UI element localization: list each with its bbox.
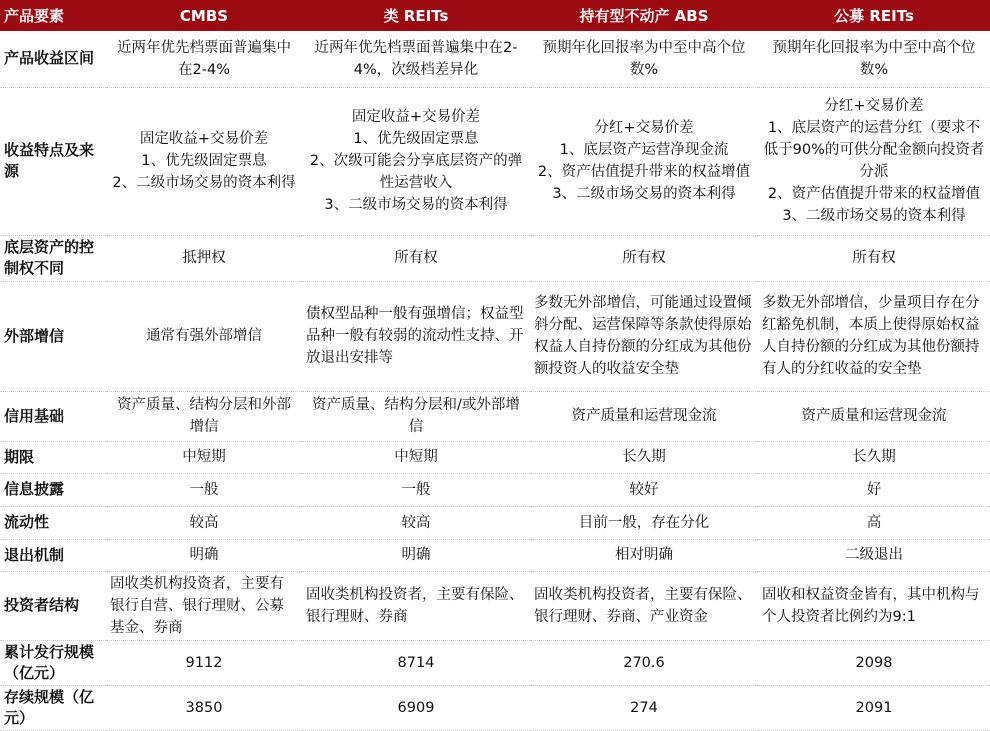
table-row — [0, 281, 990, 391]
table-row — [0, 391, 990, 441]
cell-cmbs: 一般 — [189, 481, 219, 498]
header-row — [0, 0, 990, 31]
row-label: 信息披露 — [4, 480, 65, 498]
table-header — [0, 0, 990, 31]
cell-cmbs: 固收类机构投资者，主要有银行自营、银行理财、公募基金、券商 — [110, 575, 284, 636]
cell-lei-reits: 所有权 — [394, 250, 438, 266]
cell-cmbs: 中短期 — [182, 449, 226, 465]
cell-holding-abs: 相对明确 — [615, 547, 673, 563]
table-row — [0, 31, 990, 87]
cell-holding-abs: 资产质量和运营现金流 — [571, 408, 717, 424]
cell-public-reits: 所有权 — [852, 250, 896, 266]
header-holding-abs: 持有型不动产 ABS — [530, 0, 758, 31]
cell-lei-reits: 中短期 — [394, 449, 438, 465]
cell-public-reits: 2091 — [855, 699, 893, 716]
cell-holding-abs: 固收类机构投资者，主要有保险、银行理财、券商、产业资金 — [534, 586, 752, 625]
table-row — [0, 473, 990, 506]
cell-public-reits: 固收和权益资金皆有，其中机构与个人投资者比例约为9:1 — [762, 586, 980, 625]
table-row — [0, 506, 990, 539]
cell-lei-reits: 资产质量、结构分层和/或外部增信 — [312, 397, 520, 435]
header-product-elements: 产品要素 — [0, 0, 106, 31]
cell-cmbs: 明确 — [189, 547, 219, 563]
row-label: 外部增信 — [4, 326, 65, 345]
cell-holding-abs: 所有权 — [622, 250, 666, 266]
table-row — [0, 571, 990, 640]
cell-lei-reits: 明确 — [401, 547, 431, 563]
table-body — [0, 31, 990, 730]
row-label: 期限 — [4, 447, 35, 466]
cell-public-reits: 分红+交易价差 1、底层资产的运营分红（要求不低于90%的可供分配金额向投资者分派 2、资产估值提升带来的权益增值 3、二级市场交易的资本利得 — [763, 98, 985, 224]
cell-public-reits: 预期年化回报率为中至中高个位数% — [772, 39, 976, 78]
cell-public-reits: 多数无外部增信，少量项目存在分红豁免机制，本质上使得原始权益人自持份额的分红成为其他份额持有人的分红收益的安全垫 — [762, 295, 980, 377]
cell-cmbs: 3850 — [185, 699, 223, 716]
header-cmbs: CMBS — [106, 0, 302, 31]
row-label: 存续规模（亿元） — [4, 687, 95, 727]
cell-holding-abs: 274 — [630, 699, 658, 716]
row-label: 流动性 — [4, 513, 50, 531]
table-row — [0, 235, 990, 281]
cell-holding-abs: 多数无外部增信，可能通过设置倾斜分配、运营保障等条款使得原始权益人自持份额的分红成为其他份额投资人的收益安全垫 — [534, 295, 752, 377]
row-label: 累计发行规模（亿元） — [4, 642, 95, 682]
row-label: 信用基础 — [4, 406, 65, 425]
cell-lei-reits: 8714 — [397, 654, 435, 671]
table-row — [0, 640, 990, 685]
row-label: 产品收益区间 — [4, 49, 95, 68]
cell-public-reits: 2098 — [855, 654, 893, 671]
cell-lei-reits: 债权型品种一般有强增信；权益型品种一般有较弱的流动性支持、开放退出安排等 — [306, 306, 524, 366]
cell-lei-reits: 近两年优先档票面普遍集中在2-4%，次级档差异化 — [314, 39, 518, 78]
table-row — [0, 539, 990, 571]
row-label: 投资者结构 — [4, 596, 80, 614]
cell-holding-abs: 长久期 — [622, 449, 666, 465]
cell-holding-abs: 较好 — [629, 481, 659, 498]
cell-cmbs: 资产质量、结构分层和外部增信 — [117, 397, 291, 435]
row-label: 底层资产的控制权不同 — [4, 238, 95, 277]
cell-public-reits: 资产质量和运营现金流 — [801, 408, 947, 424]
cell-lei-reits: 较高 — [401, 514, 431, 531]
cell-lei-reits: 一般 — [401, 481, 431, 498]
header-public-reits: 公募 REITs — [758, 0, 990, 31]
row-label: 收益特点及来源 — [4, 141, 95, 180]
table-row — [0, 441, 990, 473]
cell-holding-abs: 目前一般，存在分化 — [578, 514, 710, 531]
header-lei-reits: 类 REITs — [302, 0, 530, 31]
cell-lei-reits: 固收类机构投资者，主要有保险、银行理财、券商 — [306, 586, 524, 625]
cell-lei-reits: 6909 — [397, 699, 435, 716]
cell-cmbs: 较高 — [189, 514, 219, 531]
cell-cmbs: 近两年优先档票面普遍集中在2-4% — [117, 39, 291, 78]
cell-holding-abs: 预期年化回报率为中至中高个位数% — [542, 39, 746, 78]
cell-cmbs: 通常有强外部增信 — [146, 328, 262, 344]
cell-public-reits: 长久期 — [852, 449, 896, 465]
table-row — [0, 685, 990, 730]
cell-public-reits: 二级退出 — [845, 547, 903, 563]
cell-cmbs: 9112 — [185, 654, 223, 671]
cell-holding-abs: 分红+交易价差 1、底层资产运营净现金流 2、资产估值提升带来的权益增值 3、二级市场交易的资本利得 — [537, 120, 751, 202]
cell-lei-reits: 固定收益+交易价差 1、优先级固定票息 2、次级可能会分享底层资产的弹性运营收入 3、二级市场交易的资本利得 — [309, 109, 523, 213]
cell-public-reits: 高 — [866, 514, 882, 531]
table-row — [0, 87, 990, 235]
cell-cmbs: 固定收益+交易价差 1、优先级固定票息 2、二级市场交易的资本利得 — [112, 131, 296, 191]
cell-holding-abs: 270.6 — [623, 654, 665, 671]
row-label: 退出机制 — [4, 545, 65, 564]
cell-public-reits: 好 — [866, 481, 882, 498]
cell-cmbs: 抵押权 — [182, 250, 226, 266]
